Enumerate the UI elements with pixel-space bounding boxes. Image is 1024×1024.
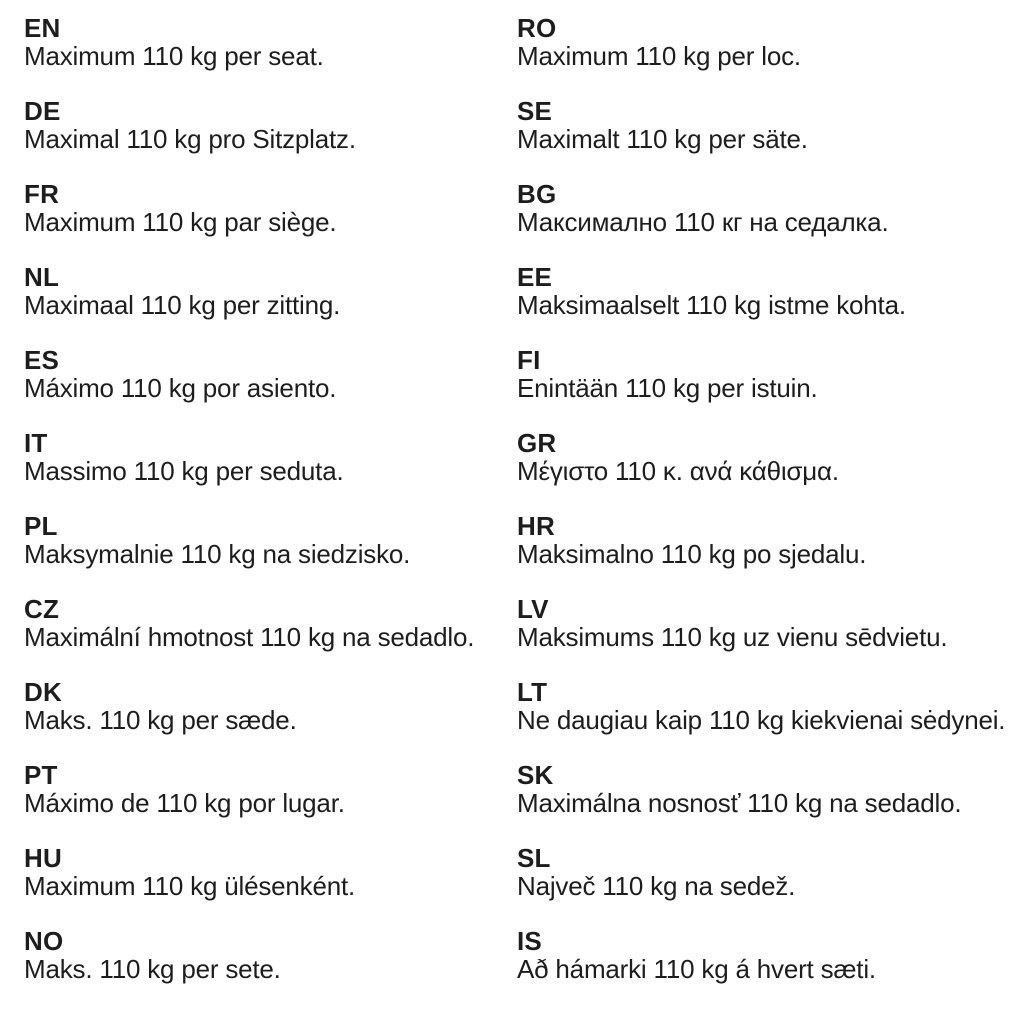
language-code: SK <box>517 760 554 790</box>
translations-column-right <box>517 14 1014 1024</box>
translation-text: Največ 110 kg na sedež. <box>517 871 796 901</box>
translation-entry <box>517 844 1014 900</box>
translation-text: Maximalt 110 kg per säte. <box>517 124 808 154</box>
translation-text: Massimo 110 kg per seduta. <box>24 456 344 486</box>
language-code: NL <box>24 262 60 292</box>
translation-entry <box>517 14 1014 70</box>
language-code: HR <box>517 511 555 541</box>
translation-text: Maksimalno 110 kg po sjedalu. <box>517 539 867 569</box>
translation-entry <box>24 595 517 651</box>
language-code: FI <box>517 345 541 375</box>
translation-entry <box>24 346 517 402</box>
translation-text: Maksymalnie 110 kg na siedzisko. <box>24 539 411 569</box>
translation-entry <box>24 429 517 485</box>
translation-text: Maks. 110 kg per sæde. <box>24 705 297 735</box>
language-code: RO <box>517 13 557 43</box>
language-code: BG <box>517 179 557 209</box>
translation-text: Μέγιστο 110 κ. ανά κάθισμα. <box>517 456 839 486</box>
language-code: DE <box>24 96 61 126</box>
translation-text: Maksimaalselt 110 kg istme kohta. <box>517 290 906 320</box>
language-code: HU <box>24 843 62 873</box>
language-code: SL <box>517 843 551 873</box>
translation-entry <box>24 844 517 900</box>
translation-entry <box>517 263 1014 319</box>
translation-text: Máximo 110 kg por asiento. <box>24 373 337 403</box>
translation-text: Максимално 110 кг на седалка. <box>517 207 889 237</box>
translation-entry <box>24 678 517 734</box>
translations-column-left <box>24 14 517 1024</box>
language-code: GR <box>517 428 557 458</box>
translation-text: Maksimums 110 kg uz vienu sēdvietu. <box>517 622 948 652</box>
language-code: ES <box>24 345 60 375</box>
translation-entry <box>517 678 1014 734</box>
translation-text: Maximaal 110 kg per zitting. <box>24 290 341 320</box>
translation-entry <box>517 761 1014 817</box>
translation-text: Maximal 110 kg pro Sitzplatz. <box>24 124 356 154</box>
language-code: IS <box>517 926 542 956</box>
translation-entry <box>24 14 517 70</box>
translation-entry <box>517 512 1014 568</box>
translation-entry <box>517 346 1014 402</box>
translation-entry <box>24 927 517 983</box>
translation-text: Maximálna nosnosť 110 kg na sedadlo. <box>517 788 962 818</box>
translation-entry <box>517 429 1014 485</box>
translation-entry <box>24 180 517 236</box>
language-code: DK <box>24 677 62 707</box>
language-code: PL <box>24 511 58 541</box>
translation-text: Maximální hmotnost 110 kg na sedadlo. <box>24 622 475 652</box>
translation-entry <box>24 512 517 568</box>
translation-text: Maximum 110 kg per seat. <box>24 41 324 71</box>
translation-text: Maximum 110 kg per loc. <box>517 41 801 71</box>
translation-entry <box>24 761 517 817</box>
translation-entry <box>24 263 517 319</box>
translation-text: Ne daugiau kaip 110 kg kiekvienai sėdynei. <box>517 705 1006 735</box>
language-code: EE <box>517 262 553 292</box>
translation-text: Enintään 110 kg per istuin. <box>517 373 818 403</box>
translation-text: Að hámarki 110 kg á hvert sæti. <box>517 954 876 984</box>
translation-entry <box>517 97 1014 153</box>
language-code: EN <box>24 13 61 43</box>
translation-entry <box>517 180 1014 236</box>
language-code: IT <box>24 428 48 458</box>
translation-text: Maximum 110 kg ülésenként. <box>24 871 356 901</box>
translation-text: Maks. 110 kg per sete. <box>24 954 281 984</box>
translation-entry <box>517 595 1014 651</box>
language-code: NO <box>24 926 64 956</box>
translation-entry <box>517 927 1014 983</box>
language-code: SE <box>517 96 553 126</box>
translation-text: Máximo de 110 kg por lugar. <box>24 788 345 818</box>
language-code: CZ <box>24 594 60 624</box>
language-code: FR <box>24 179 60 209</box>
language-code: LV <box>517 594 549 624</box>
language-code: LT <box>517 677 548 707</box>
translation-entry <box>24 97 517 153</box>
language-code: PT <box>24 760 58 790</box>
translation-text: Maximum 110 kg par siège. <box>24 207 337 237</box>
